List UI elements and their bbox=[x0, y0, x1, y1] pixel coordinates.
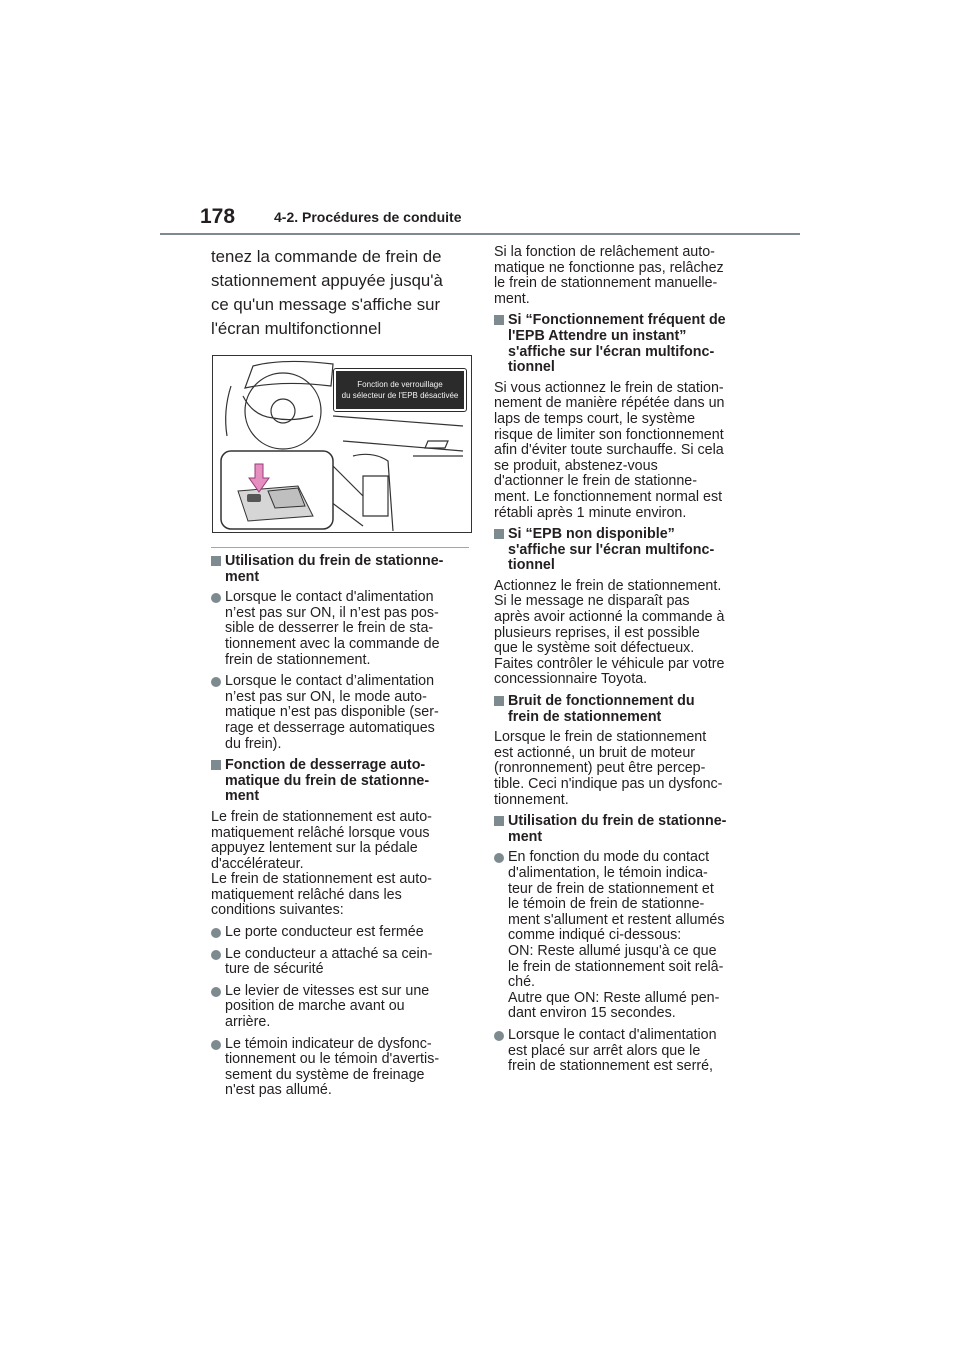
text-line: Lorsque le contact d'alimentation bbox=[508, 1026, 717, 1043]
heading-epb-usage bbox=[211, 554, 471, 585]
text-line: s'affiche sur l'écran multifonc- bbox=[508, 541, 715, 558]
text-line: Le témoin indicateur de dysfonc- bbox=[225, 1035, 432, 1052]
section-title: 4-2. Procédures de conduite bbox=[274, 209, 462, 225]
bullet-item bbox=[211, 947, 471, 978]
text-line: tionnement avec la commande de bbox=[225, 635, 440, 652]
text-line: ture de sécurité bbox=[225, 961, 324, 978]
square-marker-icon bbox=[494, 529, 504, 539]
text-line: tible. Ceci n'indique pas un dysfonc- bbox=[494, 776, 723, 792]
heading-frequent-epb bbox=[494, 313, 754, 375]
text-line: s'affiche sur l'écran multifonc- bbox=[508, 343, 715, 360]
text-line: matique ne fonctionne pas, relâchez bbox=[494, 259, 724, 276]
bullet-item bbox=[211, 925, 471, 941]
divider bbox=[211, 547, 469, 548]
text-line: conditions suivantes: bbox=[211, 902, 344, 919]
text-line: stationnement appuyée jusqu'à bbox=[211, 271, 443, 290]
text-line: matique n’est pas disponible (ser- bbox=[225, 704, 439, 721]
text-line: est actionné, un bruit de moteur bbox=[494, 744, 696, 761]
text-line: ment bbox=[225, 568, 260, 585]
square-marker-icon bbox=[494, 315, 504, 325]
page-number: 178 bbox=[200, 205, 236, 228]
text-line: d'alimentation, le témoin indica- bbox=[508, 864, 708, 881]
text-line: Si le message ne disparaît pas bbox=[494, 593, 690, 610]
text-line: matiquement relâché dans les bbox=[211, 886, 402, 903]
text-line: Le porte conducteur est fermée bbox=[225, 924, 424, 941]
bullet-item bbox=[494, 850, 754, 1022]
text-line: arrière. bbox=[225, 1014, 271, 1031]
callout-line: du sélecteur de l'EPB désactivée bbox=[341, 391, 459, 400]
text-line: ce qu'un message s'affiche sur bbox=[211, 295, 441, 314]
text-line: Le frein de stationnement est auto- bbox=[211, 871, 432, 888]
square-marker-icon bbox=[211, 556, 221, 566]
text-line: En fonction du mode du contact bbox=[508, 849, 710, 866]
text-line: position de marche avant ou bbox=[225, 998, 405, 1015]
intro-text bbox=[211, 245, 471, 341]
text-line: Si la fonction de relâchement auto- bbox=[494, 244, 715, 260]
bullet-item bbox=[211, 984, 471, 1031]
paragraph bbox=[494, 730, 754, 808]
bullet-dot-icon bbox=[211, 928, 221, 938]
text-line: plusieurs reprises, il est possible bbox=[494, 624, 700, 641]
text-line: laps de temps court, le système bbox=[494, 410, 696, 427]
text-line: Utilisation du frein de stationne- bbox=[225, 553, 444, 569]
right-column bbox=[494, 245, 754, 1081]
text-line: afin d'éviter toute surchauffe. Si cela bbox=[494, 442, 724, 459]
text-line: le frein de stationnement manuelle- bbox=[494, 275, 718, 292]
text-line: n’est pas sur ON, il n’est pas pos- bbox=[225, 604, 439, 621]
paragraph bbox=[211, 810, 471, 919]
text-line: ché. bbox=[508, 974, 536, 991]
heading-auto-release bbox=[211, 758, 471, 805]
text-line: ment bbox=[508, 828, 543, 845]
text-line: Si “EPB non disponible” bbox=[508, 526, 675, 543]
text-line: frein de stationnement. bbox=[225, 651, 371, 668]
text-line: frein de stationnement est serré, bbox=[508, 1058, 714, 1075]
square-marker-icon bbox=[494, 816, 504, 826]
text-line: Le levier de vitesses est sur une bbox=[225, 982, 430, 999]
paragraph bbox=[494, 579, 754, 688]
text-line: ment s'allument et restent allumés bbox=[508, 911, 725, 928]
text-line: du frein). bbox=[225, 735, 282, 752]
square-marker-icon bbox=[211, 760, 221, 770]
text-line: est placé sur arrêt alors que le bbox=[508, 1042, 701, 1059]
header-rule bbox=[160, 233, 800, 235]
text-line: tenez la commande de frein de bbox=[211, 247, 442, 266]
text-line: Lorsque le contact d’alimentation bbox=[225, 673, 435, 690]
text-line: teur de frein de stationnement et bbox=[508, 880, 714, 897]
text-line: ment. bbox=[494, 290, 530, 307]
bullet-item bbox=[494, 1028, 754, 1075]
bullet-dot-icon bbox=[494, 853, 504, 863]
text-line: le frein de stationnement soit relâ- bbox=[508, 958, 724, 975]
heading-epb-unavailable bbox=[494, 527, 754, 574]
text-line: ment. Le fonctionnement normal est bbox=[494, 488, 723, 505]
text-line: Le conducteur a attaché sa cein- bbox=[225, 945, 433, 962]
text-line: tionnel bbox=[508, 359, 555, 376]
text-line: sement du système de freinage bbox=[225, 1066, 425, 1083]
text-line: tionnement ou le témoin d'avertis- bbox=[225, 1051, 440, 1068]
bullet-dot-icon bbox=[211, 950, 221, 960]
heading-operating-noise bbox=[494, 694, 754, 725]
square-marker-icon bbox=[494, 696, 504, 706]
text-line: Si vous actionnez le frein de station- bbox=[494, 379, 724, 396]
text-line: concessionnaire Toyota. bbox=[494, 671, 648, 688]
text-line: matiquement relâché lorsque vous bbox=[211, 824, 430, 841]
text-line: nement de manière répétée dans un bbox=[494, 395, 725, 412]
text-line: Fonction de desserrage auto- bbox=[225, 757, 426, 774]
bullet-dot-icon bbox=[211, 1040, 221, 1050]
text-line: rage et desserrage automatiques bbox=[225, 719, 435, 736]
text-line: ON: Reste allumé jusqu'à ce que bbox=[508, 942, 717, 959]
text-line: après avoir actionné la commande à bbox=[494, 609, 725, 626]
epb-illustration bbox=[212, 355, 472, 533]
text-line: n’est pas sur ON, le mode auto- bbox=[225, 688, 427, 705]
text-line: Autre que ON: Reste allumé pen- bbox=[508, 989, 720, 1006]
bullet-dot-icon bbox=[494, 1031, 504, 1041]
text-line: se produit, abstenez-vous bbox=[494, 457, 658, 474]
text-line: matique du frein de stationne- bbox=[225, 772, 430, 789]
text-line: sible de desserrer le frein de sta- bbox=[225, 620, 434, 637]
text-line: risque de limiter son fonctionnement bbox=[494, 426, 724, 443]
text-line: d'accélérateur. bbox=[211, 855, 304, 872]
text-line: tionnel bbox=[508, 557, 555, 574]
bullet-item bbox=[211, 674, 471, 752]
text-line: Bruit de fonctionnement du bbox=[508, 693, 695, 710]
paragraph bbox=[494, 381, 754, 521]
left-column bbox=[211, 245, 471, 1105]
text-line: (ronronnement) peut être percep- bbox=[494, 760, 706, 777]
text-line: tionnement. bbox=[494, 791, 569, 808]
bullet-dot-icon bbox=[211, 677, 221, 687]
bullet-dot-icon bbox=[211, 593, 221, 603]
text-line: comme indiqué ci-dessous: bbox=[508, 927, 682, 944]
callout-line: Fonction de verrouillage bbox=[357, 380, 443, 389]
text-line: Utilisation du frein de stationne- bbox=[508, 813, 727, 830]
text-line: frein de stationnement bbox=[508, 708, 662, 725]
text-line: l'écran multifonctionnel bbox=[211, 319, 382, 338]
bullet-item bbox=[211, 590, 471, 668]
paragraph bbox=[494, 245, 754, 307]
text-line: d'actionner le frein de stationne- bbox=[494, 473, 698, 490]
bullet-dot-icon bbox=[211, 987, 221, 997]
heading-epb-usage-2 bbox=[494, 814, 754, 845]
text-line: ment bbox=[225, 788, 260, 805]
text-line: appuyez lentement sur la pédale bbox=[211, 840, 418, 857]
text-line: Si “Fonctionnement fréquent de bbox=[508, 312, 726, 329]
text-line: Actionnez le frein de stationnement. bbox=[494, 577, 722, 594]
text-line: Faites contrôler le véhicule par votre bbox=[494, 655, 725, 672]
text-line: rétabli après 1 minute environ. bbox=[494, 504, 687, 521]
callout-label bbox=[334, 369, 466, 411]
bullet-item bbox=[211, 1037, 471, 1099]
text-line: n'est pas allumé. bbox=[225, 1082, 332, 1099]
text-line: l'EPB Attendre un instant” bbox=[508, 327, 687, 344]
text-line: Lorsque le frein de stationnement bbox=[494, 729, 707, 746]
text-line: dant environ 15 secondes. bbox=[508, 1005, 676, 1022]
text-line: le témoin de frein de stationne- bbox=[508, 896, 705, 913]
text-line: Le frein de stationnement est auto- bbox=[211, 808, 432, 825]
text-line: que le système soit défectueux. bbox=[494, 640, 695, 657]
text-line: Lorsque le contact d'alimentation bbox=[225, 589, 434, 606]
